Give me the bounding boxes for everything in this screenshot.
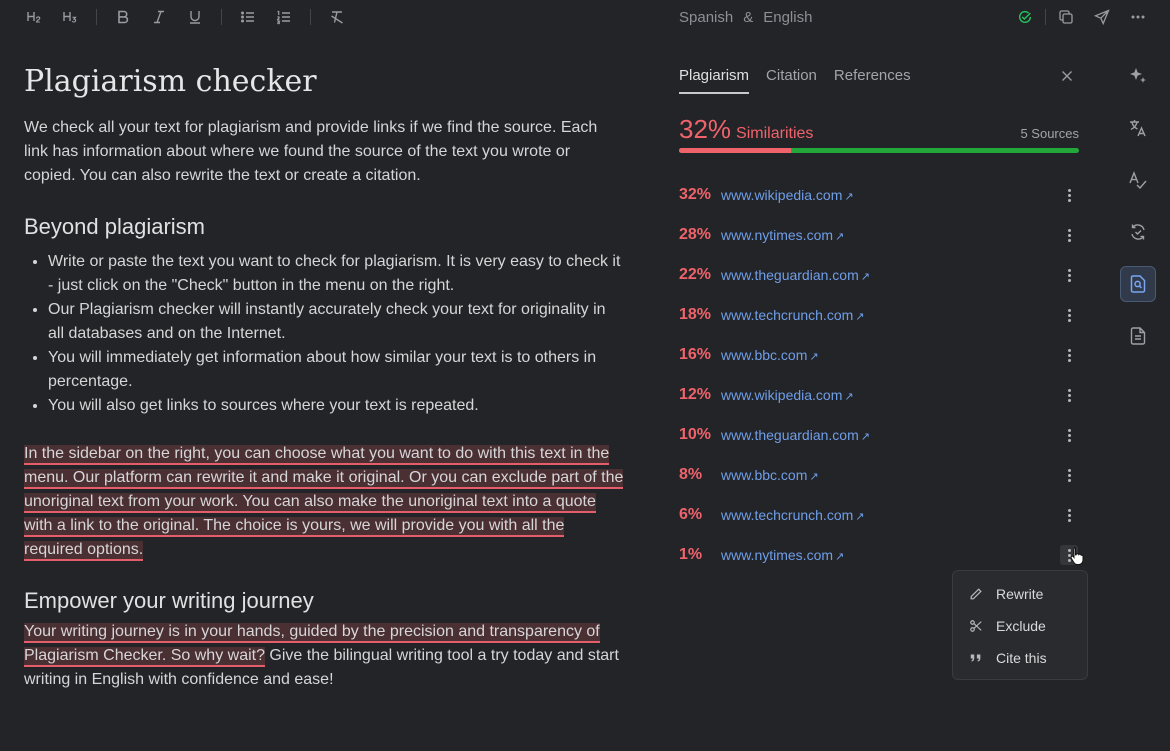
refresh-check-icon[interactable] [1120,214,1156,250]
similarity-percent: 32% [679,114,732,144]
top-actions [1015,6,1148,28]
kebab-menu-icon[interactable] [1060,385,1078,405]
heading-2-icon[interactable] [24,7,44,27]
toolbar-divider [310,9,311,25]
source-row [679,455,1079,495]
menu-item-exclude[interactable] [953,610,1087,642]
source-url[interactable]: www.nytimes.com [721,547,834,563]
source-percent: 22% [679,266,712,283]
kebab-menu-icon[interactable] [1060,305,1078,325]
plagiarism-panel [679,60,1079,575]
document-editor[interactable] [24,62,624,692]
final-paragraph-rest[interactable]: Give the bilingual writing tool a try today and start writing in English with confidence and ease! [24,647,619,688]
source-percent: 6% [679,506,703,523]
menu-item-label: Cite this [996,650,1047,666]
document-title[interactable]: Plagiarism checker [24,64,317,99]
source-link[interactable] [721,547,844,563]
sources-count: 5 Sources [1020,126,1079,141]
plagiarism-highlight[interactable]: Your writing journey is in your hands, guided by the precision and transparency of Plagiarism Checker. So why wait? [24,623,600,667]
source-url[interactable]: www.techcrunch.com [721,307,854,323]
list-item[interactable]: • Our Plagiarism checker will instantly accurately check your text for originality in all databases and on the Internet. [48,298,624,346]
tool-rail [1120,58,1156,370]
kebab-menu-icon[interactable] [1060,465,1078,485]
menu-item-label: Rewrite [996,586,1044,602]
italic-icon[interactable] [149,7,169,27]
source-percent: 28% [679,226,712,243]
quote-icon [969,651,983,665]
numbered-list-icon[interactable] [274,7,294,27]
menu-item-cite[interactable] [953,642,1087,674]
source-percent: 16% [679,346,712,363]
source-url[interactable]: www.wikipedia.com [721,187,843,203]
external-link-icon: ↗ [844,191,854,203]
source-row [679,535,1079,575]
plagiarism-highlight[interactable]: In the sidebar on the right, you can choose what you want to do with this text in the menu. Our platform can rewrite it and make it original. Or you can exclude part of the unoriginal text from your work. You can also make the unoriginal text into a quote with a link to the original. The choice is yours, we will provide you with all the required options. [24,445,623,561]
spellcheck-icon[interactable] [1120,162,1156,198]
source-row [679,175,1079,215]
clear-format-icon[interactable] [327,7,347,27]
source-percent: 32% [679,186,712,203]
toolbar-divider [221,9,222,25]
target-language[interactable]: English [763,8,813,26]
close-icon[interactable] [1059,68,1075,84]
bold-icon[interactable] [113,7,133,27]
kebab-menu-icon[interactable] [1060,265,1078,285]
formatting-toolbar [0,0,640,34]
source-percent: 10% [679,426,712,443]
similarity-bar [679,148,1079,153]
source-link[interactable] [721,227,844,243]
source-link[interactable] [721,267,870,283]
source-url[interactable]: www.techcrunch.com [721,507,854,523]
source-row [679,215,1079,255]
pencil-icon [969,587,983,601]
language-pair[interactable] [679,7,812,27]
kebab-menu-icon[interactable] [1060,425,1078,445]
more-icon[interactable] [1128,7,1148,27]
hand-cursor-icon [1070,546,1084,566]
final-paragraph[interactable] [24,620,624,692]
source-link[interactable] [721,427,870,443]
list-item[interactable]: • Write or paste the text you want to check for plagiarism. It is very easy to check it - just click on the "Check" button in the menu on the right. [48,250,624,298]
similarity-summary [679,114,1079,148]
underline-icon[interactable] [185,7,205,27]
source-link[interactable] [721,307,865,323]
source-context-menu [952,570,1088,680]
section-heading-beyond[interactable]: Beyond plagiarism [24,214,205,239]
external-link-icon: ↗ [855,511,865,523]
source-row [679,295,1079,335]
sources-list [679,175,1079,575]
tab-citation[interactable]: Citation [766,67,817,84]
source-link[interactable] [721,347,819,363]
source-url[interactable]: www.nytimes.com [721,227,834,243]
source-url[interactable]: www.theguardian.com [721,427,859,443]
source-percent: 12% [679,386,712,403]
source-row [679,415,1079,455]
source-link[interactable] [721,467,819,483]
source-url[interactable]: www.bbc.com [721,347,808,363]
section-heading-empower[interactable]: Empower your writing journey [24,588,314,613]
tab-references[interactable]: References [833,67,911,84]
external-link-icon: ↗ [835,551,845,563]
panel-tabs [679,60,1079,94]
similarity-label: Similarities [736,125,814,142]
intro-paragraph[interactable]: We check all your text for plagiarism and provide links if we find the source. Each link has information about where we found the source of the text you wrote or copied. You can also rewrite the text or create a citation. [24,119,598,184]
copy-icon[interactable] [1056,7,1076,27]
external-link-icon: ↗ [835,231,845,243]
kebab-menu-icon[interactable] [1060,225,1078,245]
menu-item-label: Exclude [996,618,1046,634]
highlighted-paragraph[interactable] [24,442,624,562]
bullet-list-icon[interactable] [238,7,258,27]
document-icon[interactable] [1120,318,1156,354]
source-language[interactable]: Spanish [679,8,734,26]
heading-3-icon[interactable] [60,7,80,27]
top-divider [1045,9,1046,25]
translate-icon[interactable] [1120,110,1156,146]
list-item[interactable]: • You will also get links to sources where your text is repeated. [48,394,624,418]
external-link-icon: ↗ [860,431,870,443]
source-row [679,495,1079,535]
sparkle-icon[interactable] [1120,58,1156,94]
source-link[interactable] [721,187,854,203]
source-url[interactable]: www.wikipedia.com [721,387,843,403]
external-link-icon: ↗ [809,351,819,363]
list-item[interactable]: • You will immediately get information about how similar your text is to others in percentage. [48,346,624,394]
external-link-icon: ↗ [860,271,870,283]
source-percent: 1% [679,546,703,563]
external-link-icon: ↗ [844,391,854,403]
kebab-menu-icon[interactable] [1060,185,1078,205]
plagiarism-search-icon[interactable] [1120,266,1156,302]
feature-list [48,250,624,418]
kebab-menu-icon[interactable] [1060,505,1078,525]
toolbar-divider [96,9,97,25]
external-link-icon: ↗ [855,311,865,323]
kebab-menu-icon[interactable] [1060,345,1078,365]
source-row [679,375,1079,415]
source-percent: 8% [679,466,703,483]
external-link-icon: ↗ [809,471,819,483]
send-icon[interactable] [1092,7,1112,27]
source-percent: 18% [679,306,712,323]
source-link[interactable] [721,507,865,523]
source-url[interactable]: www.theguardian.com [721,267,859,283]
source-link[interactable] [721,387,854,403]
source-row [679,255,1079,295]
source-url[interactable]: www.bbc.com [721,467,808,483]
menu-item-rewrite[interactable] [953,578,1087,610]
similarity-bar-fill [679,148,791,153]
scissors-icon [969,619,983,633]
source-row [679,335,1079,375]
tab-plagiarism[interactable]: Plagiarism [679,60,749,94]
language-joiner: & [743,8,754,26]
check-status-icon[interactable] [1015,7,1035,27]
